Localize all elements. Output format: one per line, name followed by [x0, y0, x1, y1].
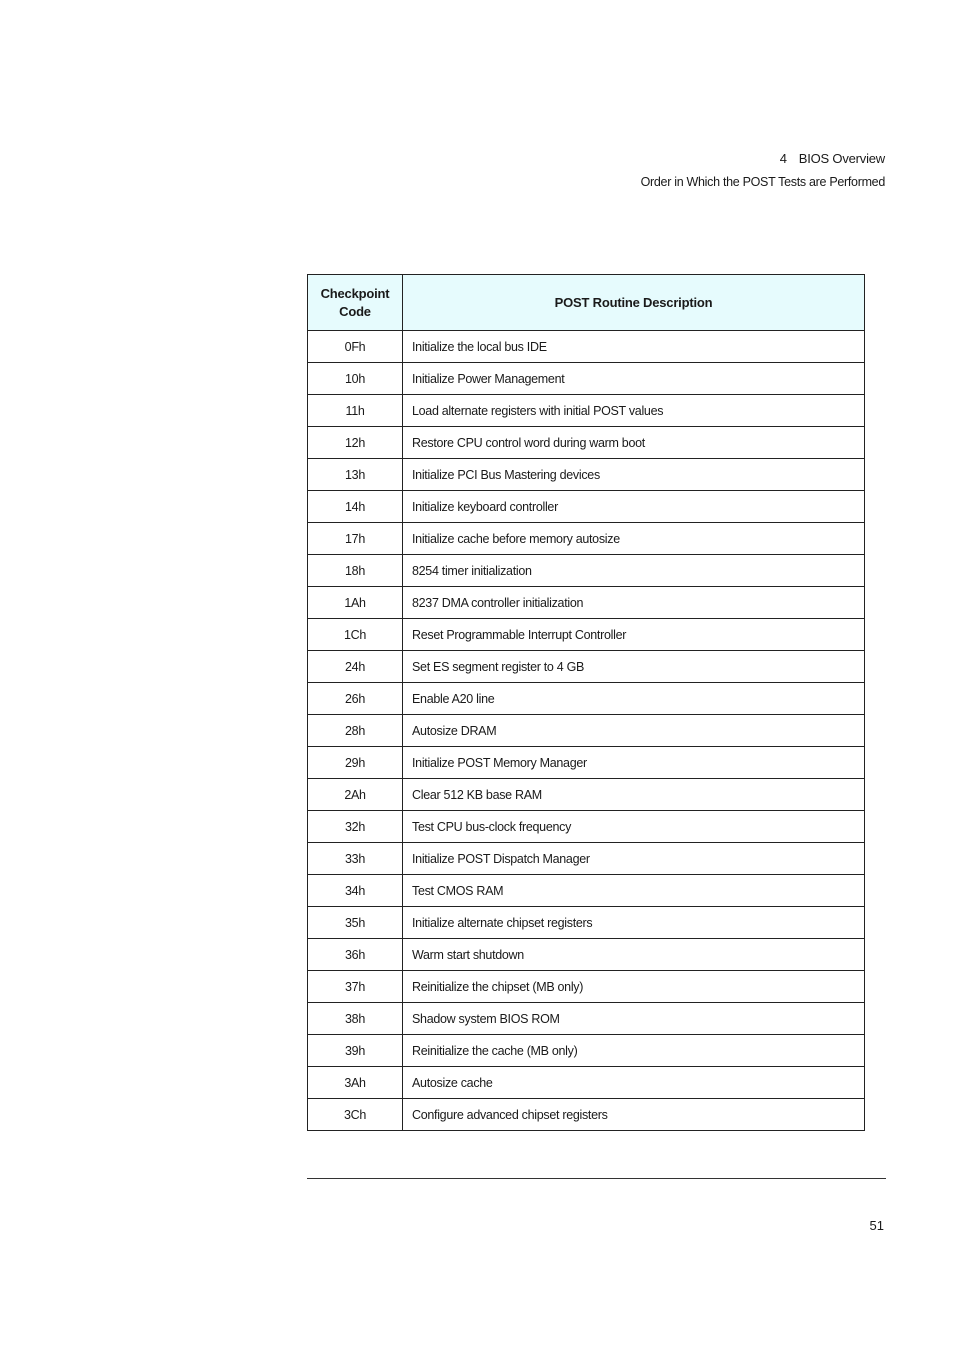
table-row	[308, 1099, 865, 1131]
checkpoint-code-cell: 10h	[308, 363, 403, 395]
routine-description-cell: Autosize cache	[403, 1067, 865, 1099]
checkpoint-code-cell: 17h	[308, 523, 403, 555]
table-row	[308, 491, 865, 523]
table-row	[308, 1067, 865, 1099]
column-header-description: POST Routine Description	[403, 275, 865, 331]
routine-description-cell: Initialize Power Management	[403, 363, 865, 395]
checkpoint-code-cell: 12h	[308, 427, 403, 459]
post-checkpoint-table	[307, 274, 865, 1131]
routine-description-cell: Test CPU bus-clock frequency	[403, 811, 865, 843]
routine-description-cell: Initialize PCI Bus Mastering devices	[403, 459, 865, 491]
table-row	[308, 395, 865, 427]
table-row	[308, 587, 865, 619]
table-row	[308, 555, 865, 587]
checkpoint-code-cell: 36h	[308, 939, 403, 971]
routine-description-cell: Initialize POST Memory Manager	[403, 747, 865, 779]
routine-description-cell: Enable A20 line	[403, 683, 865, 715]
checkpoint-code-cell: 11h	[308, 395, 403, 427]
table-row	[308, 907, 865, 939]
chapter-title: BIOS Overview	[798, 151, 885, 166]
table-row	[308, 939, 865, 971]
checkpoint-code-cell: 13h	[308, 459, 403, 491]
routine-description-cell: Initialize keyboard controller	[403, 491, 865, 523]
routine-description-cell: Configure advanced chipset registers	[403, 1099, 865, 1131]
routine-description-cell: 8254 timer initialization	[403, 555, 865, 587]
checkpoint-code-cell: 33h	[308, 843, 403, 875]
table-header-row	[308, 275, 865, 331]
routine-description-cell: Autosize DRAM	[403, 715, 865, 747]
table-row	[308, 1035, 865, 1067]
table-row	[308, 875, 865, 907]
checkpoint-code-cell: 24h	[308, 651, 403, 683]
checkpoint-code-cell: 1Ch	[308, 619, 403, 651]
table-row	[308, 747, 865, 779]
table-row	[308, 1003, 865, 1035]
column-header-checkpoint-code-label: Checkpoint Code	[320, 285, 390, 319]
page-number: 51	[869, 1218, 884, 1233]
checkpoint-code-cell: 39h	[308, 1035, 403, 1067]
table-body	[308, 331, 865, 1131]
chapter-heading	[641, 150, 885, 168]
table-row	[308, 363, 865, 395]
routine-description-cell: Reset Programmable Interrupt Controller	[403, 619, 865, 651]
checkpoint-code-cell: 35h	[308, 907, 403, 939]
column-header-checkpoint-code	[308, 275, 403, 331]
section-title: Order in Which the POST Tests are Performed	[640, 175, 885, 189]
routine-description-cell: Restore CPU control word during warm boot	[403, 427, 865, 459]
routine-description-cell: Load alternate registers with initial POST values	[403, 395, 865, 427]
checkpoint-code-cell: 14h	[308, 491, 403, 523]
checkpoint-code-cell: 18h	[308, 555, 403, 587]
checkpoint-code-cell: 34h	[308, 875, 403, 907]
routine-description-cell: Clear 512 KB base RAM	[403, 779, 865, 811]
checkpoint-code-cell: 28h	[308, 715, 403, 747]
routine-description-cell: Reinitialize the chipset (MB only)	[403, 971, 865, 1003]
routine-description-cell: 8237 DMA controller initialization	[403, 587, 865, 619]
checkpoint-code-cell: 37h	[308, 971, 403, 1003]
checkpoint-code-cell: 26h	[308, 683, 403, 715]
checkpoint-code-cell: 3Ch	[308, 1099, 403, 1131]
routine-description-cell: Initialize cache before memory autosize	[403, 523, 865, 555]
routine-description-cell: Set ES segment register to 4 GB	[403, 651, 865, 683]
checkpoint-code-cell: 1Ah	[308, 587, 403, 619]
routine-description-cell: Initialize POST Dispatch Manager	[403, 843, 865, 875]
table-row	[308, 779, 865, 811]
checkpoint-code-cell: 38h	[308, 1003, 403, 1035]
checkpoint-code-cell: 0Fh	[308, 331, 403, 363]
routine-description-cell: Initialize the local bus IDE	[403, 331, 865, 363]
running-header	[641, 150, 885, 191]
table-row	[308, 651, 865, 683]
table-row	[308, 683, 865, 715]
chapter-number: 4	[779, 151, 787, 166]
checkpoint-code-cell: 2Ah	[308, 779, 403, 811]
routine-description-cell: Shadow system BIOS ROM	[403, 1003, 865, 1035]
table-row	[308, 971, 865, 1003]
table-row	[308, 523, 865, 555]
routine-description-cell: Test CMOS RAM	[403, 875, 865, 907]
checkpoint-code-cell: 3Ah	[308, 1067, 403, 1099]
table-row	[308, 427, 865, 459]
table-row	[308, 811, 865, 843]
table-row	[308, 715, 865, 747]
routine-description-cell: Reinitialize the cache (MB only)	[403, 1035, 865, 1067]
footer-divider	[307, 1178, 886, 1179]
table-row	[308, 331, 865, 363]
table-row	[308, 843, 865, 875]
table-row	[308, 459, 865, 491]
checkpoint-code-cell: 29h	[308, 747, 403, 779]
checkpoint-code-cell: 32h	[308, 811, 403, 843]
table-row	[308, 619, 865, 651]
routine-description-cell: Initialize alternate chipset registers	[403, 907, 865, 939]
routine-description-cell: Warm start shutdown	[403, 939, 865, 971]
